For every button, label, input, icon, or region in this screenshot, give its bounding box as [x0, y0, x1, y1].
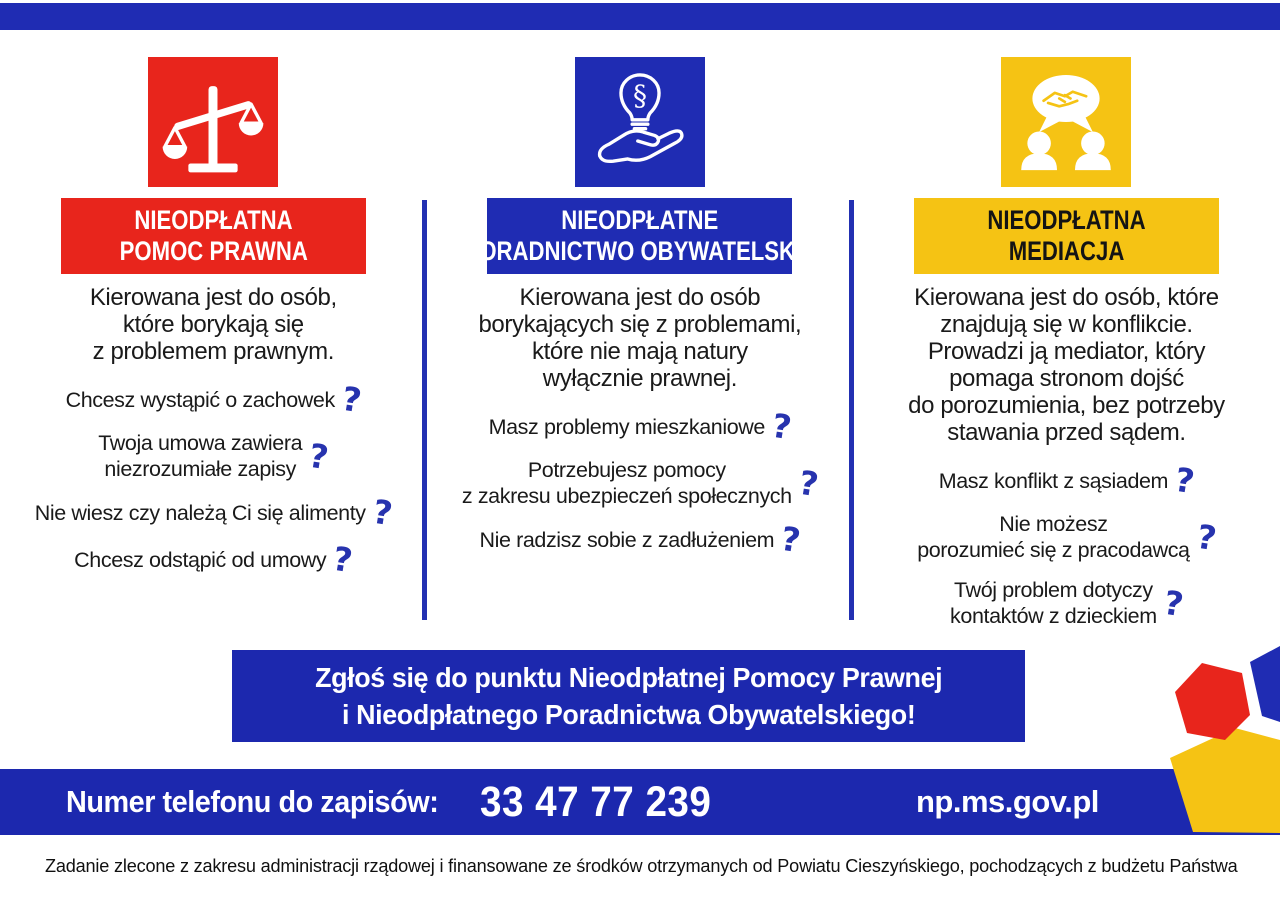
intro-line: borykających się z problemami, [478, 311, 802, 338]
intro-line: znajdują się w konflikcie. [940, 311, 1193, 338]
question-text: Chcesz odstąpić od umowy [74, 547, 327, 572]
intro-line: Kierowana jest do osób, które [914, 284, 1219, 311]
intro-text [908, 284, 1225, 446]
question-item [950, 577, 1186, 629]
column-mediacja [853, 55, 1280, 629]
question-text: Chcesz wystąpić o zachowek [65, 387, 335, 412]
title-line: NIEODPŁATNE [561, 205, 719, 235]
paragraph-sign-glyph: § [632, 79, 647, 113]
question-mark-icon: ? [778, 518, 804, 561]
intro-line: z problemem prawnym. [92, 338, 334, 365]
intro-line: wyłącznie prawnej. [542, 365, 737, 392]
decorative-shapes [1150, 632, 1280, 842]
question-text: z zakresu ubezpieczeń społecznych [461, 484, 792, 508]
section-title-poradnictwo [464, 198, 816, 274]
question-item [34, 491, 395, 534]
intro-line: Prowadzi ją mediator, który [927, 338, 1206, 365]
mediation-speech-bubble-handshake-icon [1010, 66, 1122, 178]
intro-line: Kierowana jest do osób, [89, 284, 337, 311]
section-title-mediacja [914, 198, 1219, 274]
question-text: Twój problem dotyczy [954, 578, 1153, 602]
mediation-icon-box [1001, 57, 1131, 187]
phone-number: 33 47 77 239 [480, 777, 712, 826]
cta-banner [232, 650, 1025, 742]
question-item [65, 378, 364, 421]
red-hexagon-shape [1175, 663, 1250, 740]
question-mark-icon: ? [330, 538, 356, 581]
hand-holding-lightbulb-paragraph-icon [584, 66, 696, 178]
question-text: Potrzebujesz pomocy [527, 458, 726, 482]
question-item [938, 459, 1198, 502]
question-text: Masz konflikt z sąsiadem [938, 468, 1169, 493]
question-item [98, 430, 332, 482]
question-mark-icon: ? [338, 378, 364, 421]
legal-aid-icon-box [148, 57, 278, 187]
question-text: Nie możesz [999, 512, 1108, 536]
column-poradnictwo-obywatelskie [427, 55, 854, 629]
questions-list [461, 396, 821, 561]
cta-text-line: i Nieodpłatnego Poradnictwa Obywatelskiego! [341, 699, 916, 730]
section-title-pomoc-prawna [61, 198, 366, 274]
intro-line: do porozumienia, bez potrzeby [908, 392, 1225, 419]
scales-of-justice-icon [157, 66, 269, 178]
intro-line: które nie mają natury [532, 338, 748, 365]
disclaimer-text: Zadanie zlecone z zakresu administracji rządowej i finansowane ze środków otrzymanych od Powiatu Cieszyńskiego, pochodzących z budżetu Państwa [45, 855, 1238, 876]
question-text: porozumieć się z pracodawcą [917, 538, 1190, 562]
question-mark-icon: ? [795, 462, 821, 504]
question-mark-icon: ? [1160, 582, 1186, 624]
title-line: PORADNICTWO OBYWATELSKIE [464, 236, 816, 266]
title-line: NIEODPŁATNA [987, 205, 1146, 235]
civic-counselling-icon-box [575, 57, 705, 187]
question-text: niezrozumiałe zapisy [104, 457, 296, 481]
top-bar [0, 3, 1280, 30]
questions-list [917, 450, 1219, 629]
question-text: kontaktów z dzieckiem [950, 604, 1157, 628]
column-divider [849, 200, 854, 620]
intro-text [478, 284, 801, 392]
column-pomoc-prawna [0, 55, 427, 629]
phone-label: Numer telefonu do zapisów: [66, 784, 439, 819]
intro-line: Kierowana jest do osób [519, 284, 761, 311]
intro-line: stawania przed sądem. [947, 419, 1186, 446]
title-line: MEDIACJA [1008, 236, 1125, 266]
question-mark-icon: ? [769, 405, 795, 448]
question-mark-icon: ? [306, 435, 332, 477]
question-text: Masz problemy mieszkaniowe [488, 414, 765, 439]
intro-line: pomaga stronom dojść [949, 365, 1184, 392]
question-text: Nie wiesz czy należą Ci się alimenty [34, 500, 366, 525]
title-line: NIEODPŁATNA [134, 205, 293, 235]
intro-text [90, 284, 337, 365]
question-text: Nie radzisz sobie z zadłużeniem [479, 527, 775, 552]
question-item [917, 511, 1219, 563]
cta-text-line: Zgłoś się do punktu Nieodpłatnej Pomocy Prawnej [314, 662, 943, 693]
question-mark-icon: ? [1172, 459, 1198, 502]
question-mark-icon: ? [369, 491, 395, 534]
intro-line: które borykają się [122, 311, 304, 338]
question-item [74, 538, 356, 581]
question-mark-icon: ? [1193, 516, 1219, 558]
columns-section [0, 55, 1280, 629]
title-line: POMOC PRAWNA [119, 236, 308, 266]
website-url: np.ms.gov.pl [916, 784, 1099, 819]
yellow-pentagon-shape [1170, 728, 1280, 833]
question-item [479, 518, 804, 561]
column-divider [422, 200, 427, 620]
blue-corner-shape [1250, 646, 1280, 722]
question-text: Twoja umowa zawiera [98, 431, 303, 455]
question-item [461, 457, 821, 509]
questions-list [34, 369, 395, 581]
question-item [488, 405, 795, 448]
footer-bar [0, 769, 1280, 835]
